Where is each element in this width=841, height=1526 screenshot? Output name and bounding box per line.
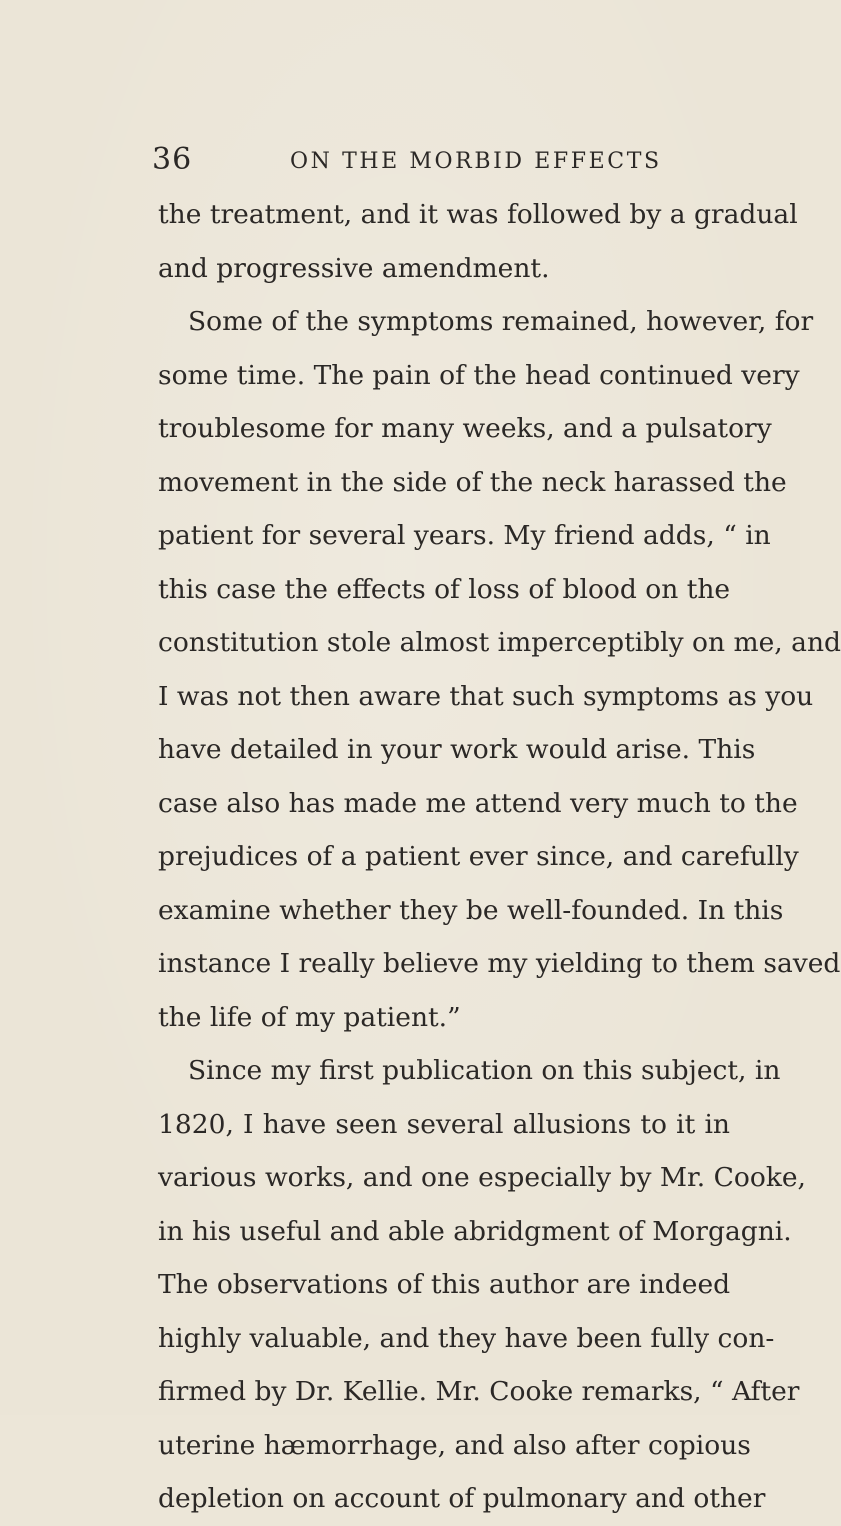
text-line: The observations of this author are indeed — [158, 1269, 731, 1300]
page-number: 36 — [152, 142, 193, 177]
text-line: constitution stole almost imperceptibly on me, and — [158, 627, 841, 658]
text-line: movement in the side of the neck harassed the — [158, 466, 787, 498]
text-line: various works, and one especially by Mr. Cooke, — [158, 1162, 806, 1193]
text-line: depletion on account of pulmonary and other — [158, 1483, 766, 1514]
text-line: 1820, I have seen several allusions to it in — [158, 1108, 730, 1140]
text-line: Some of the symptoms remained, however, for — [188, 306, 814, 337]
text-line: uterine hæmorrhage, and also after copious — [158, 1429, 751, 1461]
text-line: and progressive amendment. — [158, 252, 550, 284]
text-line: some time. The pain of the head continued very — [158, 359, 800, 391]
text-line: highly valuable, and they have been fully con- — [158, 1322, 775, 1354]
text-line: patient for several years. My friend adds, “ in — [158, 520, 771, 551]
text-line: in his useful and able abridgment of Morgagni. — [158, 1215, 792, 1247]
text-line: Since my first publication on this subject, in — [188, 1055, 781, 1086]
text-line: have detailed in your work would arise. This — [158, 734, 756, 765]
text-line: I was not then aware that such symptoms as you — [158, 680, 814, 712]
text-line: instance I really believe my yielding to them saved — [158, 948, 841, 979]
text-line: examine whether they be well-founded. In this — [158, 894, 784, 926]
running-title: ON THE MORBID EFFECTS — [290, 149, 662, 174]
text-line: troublesome for many weeks, and a pulsatory — [158, 413, 772, 444]
text-line: case also has made me attend very much to the — [158, 787, 798, 819]
text-line: the life of my patient.” — [158, 1001, 461, 1033]
body-text — [158, 188, 841, 1526]
text-line: the treatment, and it was followed by a gradual — [158, 199, 798, 230]
running-head — [152, 140, 752, 180]
text-line: firmed by Dr. Kellie. Mr. Cooke remarks, “ After — [158, 1376, 800, 1407]
text-line: this case the effects of loss of blood on the — [158, 573, 731, 605]
text-line: prejudices of a patient ever since, and carefully — [158, 841, 799, 872]
